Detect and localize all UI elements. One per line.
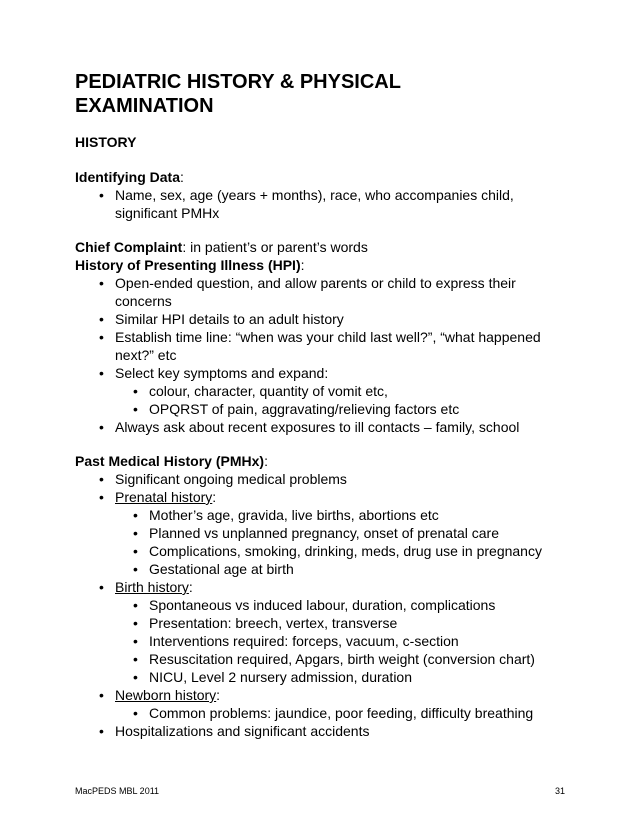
list-item: • Birth history: • Spontaneous vs induced labour, duration, complications • Presentation: breech, vertex, transverse • Interventions required: forceps, vacuum, c-section • Resuscitation required, Apgars, birth weight (conversion chart) • NICU, Level 2 nursery admission, duration [75,578,575,686]
list-item: • Similar HPI details to an adult history [75,310,575,328]
list-item: • Name, sex, age (years + months), race, who accompanies child, significant PMHx [75,186,575,222]
list-item: • Common problems: jaundice, poor feeding, difficulty breathing [75,704,575,722]
hpi-list [75,274,575,436]
hpi-label: History of Presenting Illness (HPI) [75,257,301,273]
chief-complaint-label: Chief Complaint [75,239,183,255]
history-heading: HISTORY [75,134,137,150]
pmhx-label: Past Medical History (PMHx) [75,453,265,469]
identifying-data-label: Identifying Data [75,169,181,185]
list-item: • Mother’s age, gravida, live births, abortions etc [75,506,575,524]
hpi-sub-list [115,382,575,418]
list-item: • Presentation: breech, vertex, transverse [75,614,575,632]
birth-history-label: Birth history [115,579,189,595]
pmhx-list [75,470,575,740]
page-title: PEDIATRIC HISTORY & PHYSICAL EXAMINATION [75,71,401,117]
prenatal-sub-list [115,506,575,578]
list-item: • Resuscitation required, Apgars, birth weight (conversion chart) [75,650,575,668]
list-item: • Gestational age at birth [75,560,575,578]
birth-sub-list [115,596,575,686]
newborn-history-label: Newborn history [115,687,217,703]
list-item: • Significant ongoing medical problems [75,470,575,488]
footer-source: MacPEDS MBL 2011 [75,786,160,796]
identifying-data-heading: Identifying Data: [75,169,184,185]
page-footer [75,786,565,796]
list-item: • Interventions required: forceps, vacuum, c-section [75,632,575,650]
list-item: • colour, character, quantity of vomit etc, [75,382,575,400]
list-item: • Planned vs unplanned pregnancy, onset of prenatal care [75,524,575,542]
list-item: • OPQRST of pain, aggravating/relieving factors etc [75,400,575,418]
list-item: • Hospitalizations and significant accidents [75,722,575,740]
prenatal-history-label: Prenatal history [115,489,213,505]
list-item: • Select key symptoms and expand: • colour, character, quantity of vomit etc, • OPQRST of pain, aggravating/relieving factors etc [75,364,575,418]
identifying-data-list [75,186,575,222]
list-item: • Always ask about recent exposures to ill contacts – family, school [75,418,575,436]
list-item: • NICU, Level 2 nursery admission, duration [75,668,575,686]
list-item: • Newborn history: • Common problems: jaundice, poor feeding, difficulty breathing [75,686,575,722]
chief-complaint: Chief Complaint: in patient’s or parent’s words [75,239,368,255]
list-item: • Open-ended question, and allow parents or child to express their concerns [75,274,575,310]
hpi-heading: History of Presenting Illness (HPI): [75,257,305,273]
list-item: • Spontaneous vs induced labour, duration, complications [75,596,575,614]
document-page [75,70,575,740]
newborn-sub-list [115,704,575,722]
page-number: 31 [554,786,565,796]
list-item: • Prenatal history: • Mother’s age, gravida, live births, abortions etc • Planned vs unplanned pregnancy, onset of prenatal care • Complications, smoking, drinking, meds, drug use in pregnancy • Gestational age at birth [75,488,575,578]
list-item: • Establish time line: “when was your child last well?”, “what happened next?” etc [75,328,575,364]
list-item: • Complications, smoking, drinking, meds, drug use in pregnancy [75,542,575,560]
pmhx-heading: Past Medical History (PMHx): [75,453,268,469]
